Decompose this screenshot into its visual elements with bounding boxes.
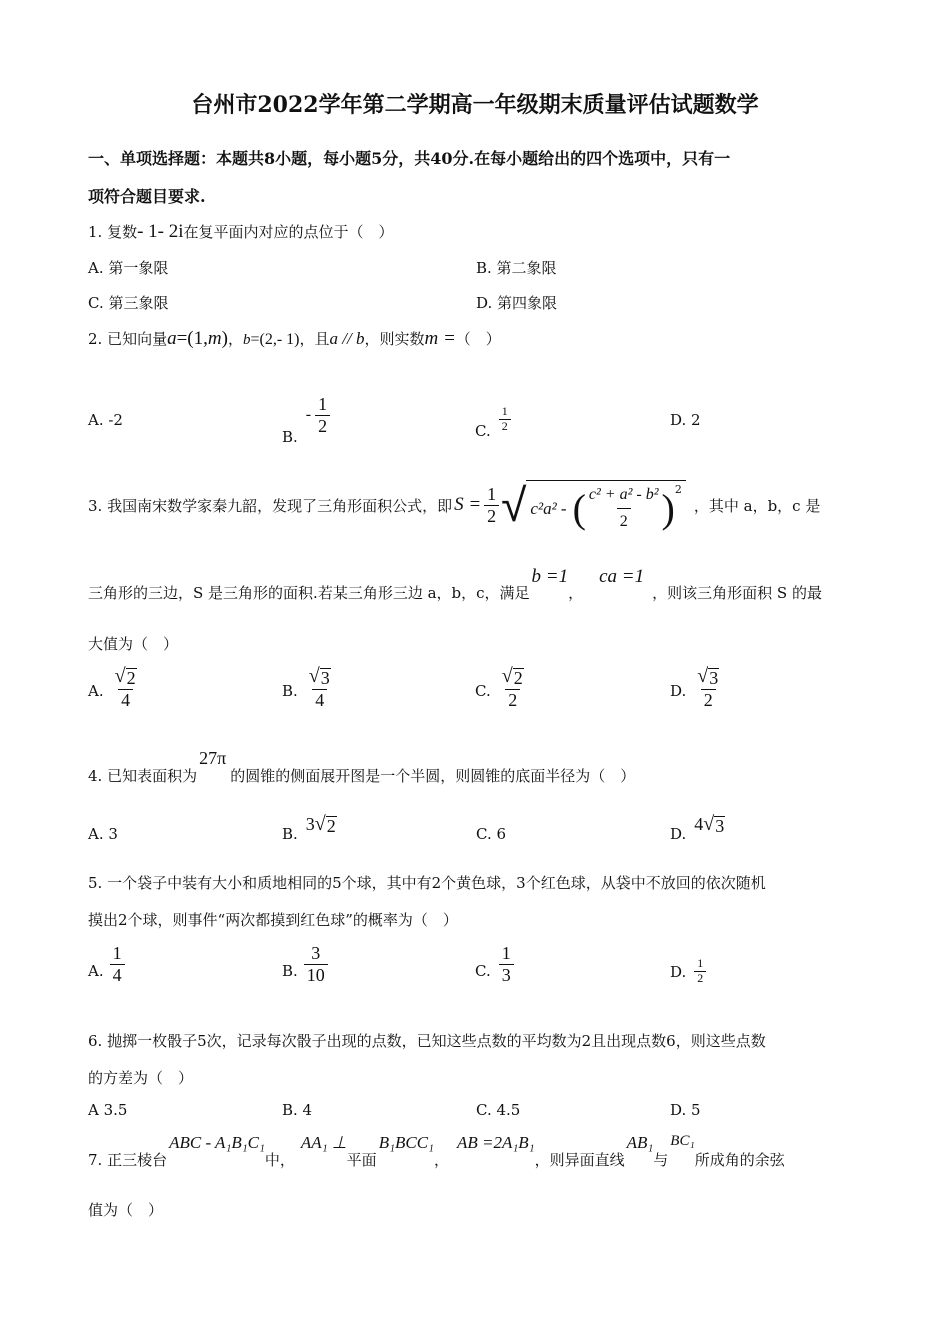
q2-option-c: [475, 398, 511, 440]
q4-area: 27π: [199, 748, 227, 768]
q5-option-c-denominator: 3: [499, 964, 514, 986]
q7-frustum: ABC - A₁B₁C₁: [169, 1133, 265, 1152]
q5-option-d-numerator: 1: [697, 956, 704, 970]
q3-option-b: [282, 666, 334, 710]
q2-vector-b: b: [242, 332, 251, 348]
q2-vector-b-value: =(2,- 1): [250, 331, 300, 348]
q1-stem: 在复平面内对应的点位于（ ）: [183, 223, 394, 241]
q4-option-a: A. 3: [88, 825, 118, 843]
q4-option-d-sqrt-icon: √: [703, 813, 715, 835]
q3-sqrt-sign: √: [501, 478, 527, 532]
question-6-line2: 的方差为（ ）: [88, 1069, 194, 1087]
q3-formula-radical: [501, 474, 686, 536]
question-7-line1: [88, 1133, 785, 1170]
section-heading-line1: 一、单项选择题：本题共8小题，每小题5分，共40分.在每小题给出的四个选项中，只有一: [88, 149, 731, 168]
q6-option-d: D. 5: [670, 1101, 701, 1119]
q7-mid-3: ，则异面直线: [534, 1151, 625, 1169]
q5-option-d-denominator: 2: [694, 971, 706, 986]
q3-half-denominator: 2: [484, 505, 499, 527]
q1-option-d: D. 第四象限: [476, 294, 558, 312]
q5-option-d: [670, 957, 706, 986]
q4-option-d-radical: [703, 814, 725, 837]
q1-option-b: B. 第二象限: [476, 259, 557, 277]
q3-option-a-label: A.: [88, 682, 104, 701]
page-title: 台州市2022学年第二学期高一年级期末质量评估试题数学: [191, 92, 759, 118]
q4-option-b-label: B.: [282, 825, 298, 843]
q5-option-a-numerator: 1: [112, 943, 122, 963]
q7-mid-1: 中，: [264, 1151, 295, 1169]
q5-option-a-fraction: [110, 943, 125, 985]
q3-condition-1: b =1: [531, 566, 569, 587]
q5-option-d-fraction: [694, 957, 706, 986]
q5-option-c-label: C.: [475, 962, 491, 981]
q3-after-formula: ，其中 a，b，c 是: [693, 496, 821, 515]
q3-right-paren: ): [661, 486, 675, 531]
q4-option-b-sqrt-icon: √: [314, 813, 326, 835]
q3-formula-lhs: S =: [454, 494, 482, 515]
q7-line-bc1: BC₁: [670, 1133, 695, 1149]
q1-expression: - 1- 2i: [137, 221, 184, 242]
q7-plane: B₁BCC₁: [378, 1133, 434, 1152]
q2-m-variable: m: [207, 328, 222, 349]
question-5-line1: 5. 一个袋子中装有大小和质地相同的5个球，其中有2个黄色球，3个红色球，从袋中不放回的依次随机: [88, 874, 766, 892]
q5-option-a: [88, 943, 125, 985]
q3-option-b-radicand: 3: [320, 668, 330, 688]
q2-vector-a: a: [167, 328, 177, 349]
q3-option-c-radicand: 2: [513, 668, 523, 688]
q2-option-c-denominator: 2: [499, 419, 511, 434]
q4-option-b: [282, 814, 337, 843]
q2-option-b: [282, 384, 330, 446]
q3-option-a-radical: [112, 666, 140, 689]
q2-condition-prefix: ，且: [299, 330, 330, 348]
q3-option-b-sqrt-icon: √: [308, 665, 320, 687]
q5-option-c-numerator: 1: [501, 943, 511, 963]
q5-option-b-fraction: [304, 943, 328, 985]
q3-inner-numerator: c² + a² - b²: [588, 485, 659, 503]
q3-inner-fraction: [586, 486, 662, 532]
q3-option-d-denominator: 2: [701, 689, 716, 711]
q4-option-b-radical: [315, 814, 337, 837]
q3-left-paren: (: [572, 486, 586, 531]
q3-line2-end: ，则该三角形面积 S 的最: [652, 584, 822, 602]
q6-option-a: A 3.5: [88, 1101, 128, 1119]
q3-option-a-denominator: 4: [118, 689, 133, 711]
section-heading-line2: 项符合题目要求.: [88, 187, 206, 206]
q3-option-d-label: D.: [670, 682, 687, 701]
q2-option-b-sign: -: [305, 406, 312, 423]
q3-option-c-radical: [499, 666, 527, 689]
q7-mid-2: 平面: [346, 1151, 377, 1169]
q2-option-c-label: C.: [475, 422, 491, 440]
q2-ask: m =: [424, 328, 456, 349]
q3-intro: 3. 我国南宋数学家秦九韶，发现了三角形面积公式，即: [88, 496, 453, 515]
q5-option-c: [475, 943, 514, 985]
q7-line-ab1: AB₁: [626, 1133, 654, 1152]
q3-radicand: [526, 480, 685, 536]
q3-formula-half: [484, 484, 499, 526]
q5-option-a-label: A.: [88, 962, 104, 981]
q3-inner-denominator: 2: [617, 508, 631, 531]
q2-option-b-denominator: 2: [315, 415, 330, 437]
q3-option-d-radicand: 3: [709, 668, 719, 688]
question-4: [88, 748, 635, 786]
q7-ratio: AB =2A₁B₁: [456, 1133, 535, 1152]
q3-option-d: [670, 666, 722, 710]
q7-perpendicular: AA₁ ⊥: [300, 1133, 347, 1152]
q3-option-c-fraction: [499, 666, 527, 710]
q3-option-d-fraction: [694, 666, 722, 710]
q2-option-a: A. -2: [88, 411, 123, 429]
q3-option-b-label: B.: [282, 682, 298, 701]
q3-option-b-fraction: [306, 666, 334, 710]
q2-option-d: D. 2: [670, 411, 701, 429]
question-2: [88, 328, 501, 350]
q3-option-c-label: C.: [475, 682, 491, 701]
q1-number: 1. 复数: [88, 223, 138, 241]
q7-comma: ，: [433, 1151, 449, 1169]
question-7-line2: 值为（ ）: [88, 1201, 164, 1219]
q5-option-b: [282, 943, 328, 985]
q2-option-b-label: B.: [282, 428, 298, 446]
q2-vector-a-value: =(1,: [176, 328, 208, 349]
q4-prefix: 4. 已知表面积为: [88, 767, 198, 785]
q3-option-c-denominator: 2: [505, 689, 520, 711]
q2-number: 2. 已知向量: [88, 330, 168, 348]
q6-option-b: B. 4: [282, 1101, 313, 1119]
q5-option-a-denominator: 4: [110, 964, 125, 986]
q2-option-b-numerator: 1: [318, 393, 328, 414]
q3-option-c-sqrt-icon: √: [501, 665, 513, 687]
question-3-line3: 大值为（ ）: [88, 635, 179, 653]
question-5-line2: 摸出2个球，则事件“两次都摸到红色球”的概率为（ ）: [88, 911, 458, 929]
q5-option-d-label: D.: [670, 963, 687, 982]
q3-option-a-radicand: 2: [126, 668, 136, 688]
q4-option-d-radicand: 3: [715, 816, 725, 836]
q2-paren: （ ）: [455, 330, 501, 348]
q3-formula-inner: c²a² -: [530, 498, 567, 518]
q2-option-c-fraction: [499, 405, 511, 434]
q1-option-c: C. 第三象限: [88, 294, 169, 312]
q3-option-d-sqrt-icon: √: [697, 665, 709, 687]
q1-option-a: A. 第一象限: [88, 259, 169, 277]
q3-half-numerator: 1: [487, 483, 497, 504]
q2-option-c-numerator: 1: [501, 403, 508, 418]
q3-option-d-radical: [694, 666, 722, 689]
q3-line2-start: 三角形的三边，S 是三角形的面积.若某三角形三边 a，b，c，满足: [88, 584, 530, 602]
q7-with: 与: [653, 1151, 669, 1169]
q3-option-a: [88, 666, 140, 710]
q3-option-a-fraction: [112, 666, 140, 710]
q2-comma: ，: [227, 330, 243, 348]
q7-suffix: 所成角的余弦: [694, 1151, 785, 1169]
q3-condition-separator: ，: [568, 584, 584, 602]
q4-option-c: C. 6: [476, 825, 507, 843]
q3-option-a-sqrt-icon: √: [114, 665, 126, 687]
q3-option-b-denominator: 4: [312, 689, 327, 711]
q4-option-d-coefficient: 4: [694, 814, 704, 834]
q5-option-b-numerator: 3: [311, 943, 321, 963]
q2-parallel-condition: a // b: [329, 329, 365, 348]
q4-option-b-radicand: 2: [326, 816, 336, 836]
q3-option-c: [475, 666, 527, 710]
question-1: [88, 221, 394, 243]
q6-option-c: C. 4.5: [476, 1101, 521, 1119]
q2-option-b-fraction: [315, 394, 330, 436]
q2-stem: ，则实数: [364, 330, 425, 348]
q4-option-d-label: D.: [670, 825, 687, 843]
q7-prefix: 7. 正三棱台: [88, 1151, 168, 1169]
q5-option-b-label: B.: [282, 962, 298, 981]
q4-option-d: [670, 814, 725, 843]
q3-square-exponent: 2: [674, 483, 682, 496]
q3-condition-2: ca =1: [599, 566, 645, 587]
q2-close-paren: ): [221, 328, 228, 349]
q4-option-b-coefficient: 3: [305, 814, 315, 834]
question-3-line2: [88, 566, 822, 603]
q3-option-b-radical: [306, 666, 334, 689]
q4-stem: 的圆锥的侧面展开图是一个半圆，则圆锥的底面半径为（ ）: [230, 767, 636, 785]
question-6-line1: 6. 抛掷一枚骰子5次，记录每次骰子出现的点数，已知这些点数的平均数为2且出现点数6，则这些点数: [88, 1032, 766, 1050]
q5-option-b-denominator: 10: [304, 964, 328, 986]
q5-option-c-fraction: [499, 943, 514, 985]
question-3-line1: [88, 470, 820, 540]
